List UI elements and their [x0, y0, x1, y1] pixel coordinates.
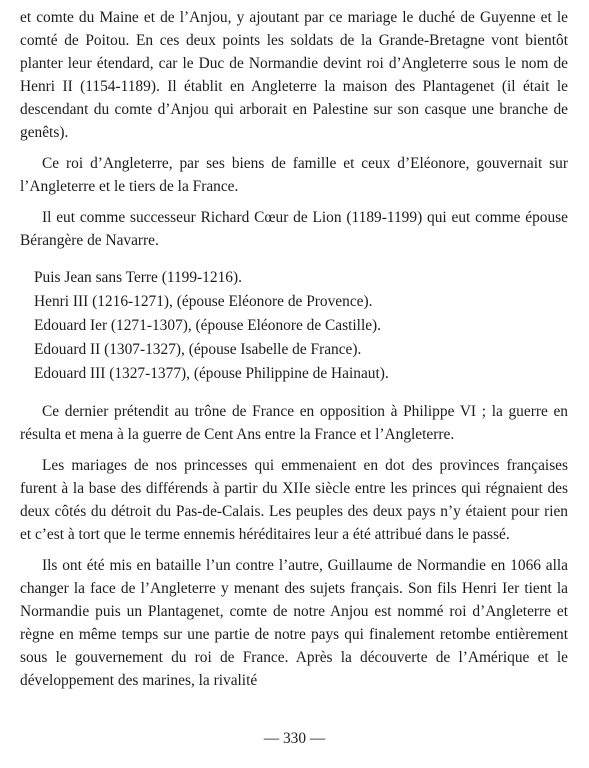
page-body — [20, 6, 568, 700]
paragraph-marriages: Les mariages de nos princesses qui emmenaient en dot des provinces françaises furent à la base des différends à partir du XIIe siècle entre les princes qui régnaient des deux côtés du détroit du Pas-de-Calais. Les peuples des deux pays n’y étaient pour rien et c’est à tort que le terme ennemis héréditaires leur a été attribué dans le passé. — [20, 457, 568, 543]
list-item: Puis Jean sans Terre (1199-1216). — [34, 269, 242, 286]
list-item: Edouard III (1327-1377), (épouse Philippine de Hainaut). — [34, 365, 389, 382]
paragraph-hundred-years-war: Ce dernier prétendit au trône de France en opposition à Philippe VI ; la guerre en résulta et mena à la guerre de Cent Ans entre la France et l’Angleterre. — [20, 403, 568, 443]
paragraph-richard: Il eut comme successeur Richard Cœur de Lion (1189-1199) qui eut comme épouse Bérangère de Navarre. — [20, 209, 568, 249]
list-item: Edouard Ier (1271-1307), (épouse Eléonore de Castille). — [34, 317, 382, 334]
paragraph-henri-ii: et comte du Maine et de l’Anjou, y ajoutant par ce mariage le duché de Guyenne et le comté de Poitou. En ces deux points les soldats de la Grande-Bretagne vont bientôt planter leur étendard, car le Duc de Normandie devint roi d’Angleterre sous le nom de Henri II (1154-1189). Il établit en Angleterre la maison des Plantagenet (il était le descendant du comte d’Anjou qui arborait en Palestine sur son casque une branche de genêts). — [20, 9, 568, 141]
paragraph-rivalry: Ils ont été mis en bataille l’un contre l’autre, Guillaume de Normandie en 1066 alla changer la face de l’Angleterre y menant des sujets français. Son fils Henri Ier tient la Normandie puis un Plantagenet, comte de notre Anjou est nommé roi d’Angleterre et règne en même temps sur une partie de notre pays qui finalement retombe entièrement sous le gouvernement du roi de France. Après la découverte de l’Amérique et le développement des marines, la rivalité — [20, 557, 568, 689]
page-number: — 330 — — [263, 730, 326, 747]
successor-list — [34, 266, 568, 386]
paragraph-territories: Ce roi d’Angleterre, par ses biens de famille et ceux d’Eléonore, gouvernait sur l’Angleterre et le tiers de la France. — [20, 155, 568, 195]
list-item: Edouard II (1307-1327), (épouse Isabelle de France). — [34, 341, 362, 358]
list-item: Henri III (1216-1271), (épouse Eléonore de Provence). — [34, 293, 373, 310]
